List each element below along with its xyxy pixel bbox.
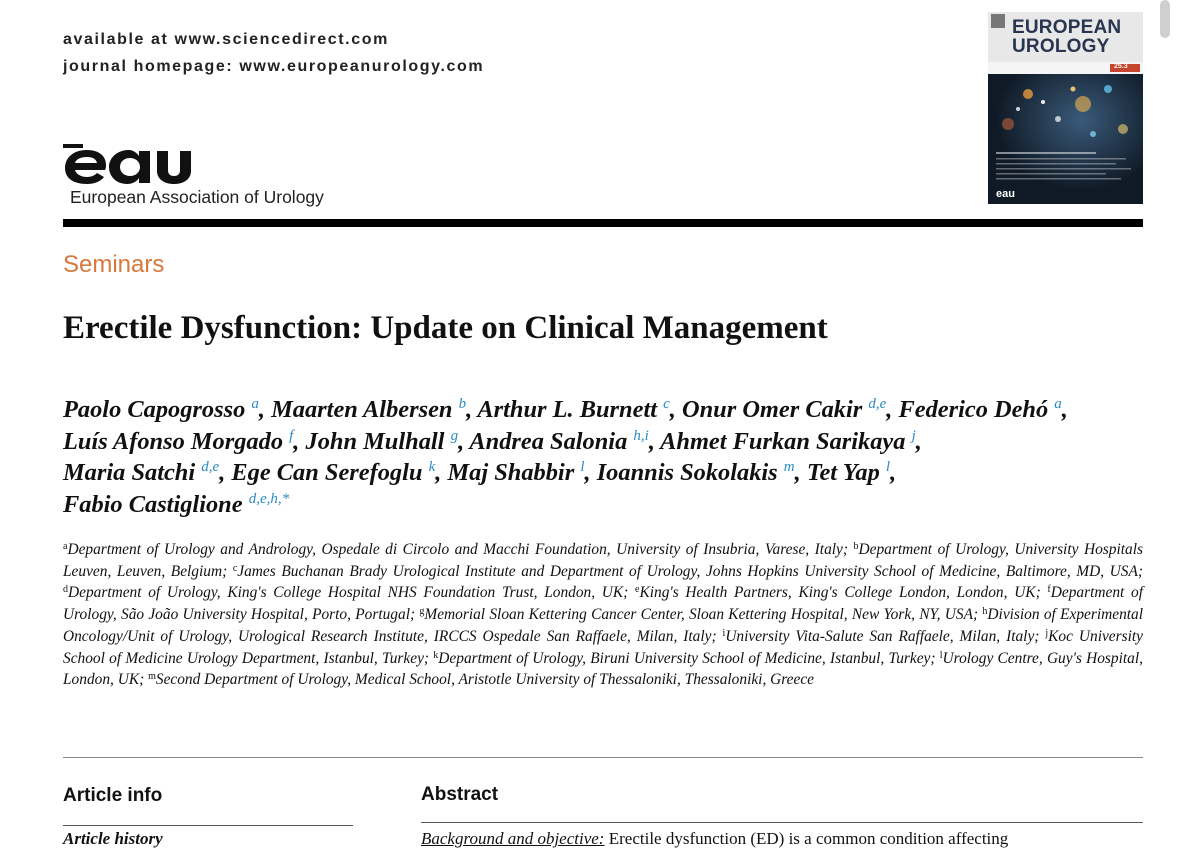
article-history-label: Article history [63,829,163,848]
affiliation-text: Department of Urology, Biruni University School of Medicine, Istanbul, Turkey; [438,649,940,667]
author-separator: , [1061,396,1068,423]
abstract-rule [421,822,1143,823]
author-name: Andrea Salonia [469,427,628,455]
affiliation-key: e [635,584,640,596]
author-affiliation-marker[interactable]: m [783,459,795,475]
affiliation-item [635,584,1047,601]
author[interactable] [898,396,1061,423]
author-name: Maj Shabbir [447,459,575,486]
affiliation-key: c [232,562,238,574]
author[interactable] [306,428,459,455]
cover-art-image [988,74,1143,204]
affiliation-text: University Vita-Salute San Raffaele, Milan, Italy; [725,627,1046,645]
author[interactable] [231,459,435,486]
author-separator: , [584,459,597,486]
affiliation-text: James Buchanan Brady Urological Institute and Department of Urology, Johns Hopkins University School of Medicine, Baltimore, MD, USA; [237,562,1143,580]
author[interactable] [63,491,289,518]
author-affiliation-marker[interactable]: d,e,h,* [248,490,290,507]
article-title: Erectile Dysfunction: Update on Clinical Management [63,310,828,346]
affiliation-key: j [1045,627,1049,639]
affiliation-key: g [419,606,425,618]
affiliation-key: b [853,541,859,552]
author[interactable] [807,459,890,486]
author-name: Federico Dehó [898,396,1049,423]
journal-cover-thumbnail[interactable] [988,12,1143,204]
author-name: Luís Afonso Morgado [63,427,284,455]
affiliation-item [419,606,982,623]
author-affiliation-marker[interactable]: h,i [633,427,649,444]
author[interactable] [477,396,669,423]
affiliation-key: f [1047,584,1051,596]
affiliation-text: Division of Experimental Oncology/Unit of Urology, Urological Research Institute, IRCCS Ospedale San Raffaele, Milan, Italy; [63,606,1144,645]
author-affiliation-marker[interactable]: b [458,396,467,412]
affiliation-text: Department of Urology, University Hospitals Leuven, Leuven, Belgium; [63,541,1143,580]
author[interactable] [63,459,219,486]
affiliation-text: Urology Centre, Guy's Hospital, London, UK; [63,649,1143,689]
author[interactable] [447,459,584,486]
author[interactable] [271,396,466,423]
author-separator: , [435,459,448,486]
author-affiliation-marker[interactable]: k [428,459,436,475]
affiliation-key: h [982,606,988,618]
impact-factor: 25.3 [1114,63,1128,70]
author-name: Paolo Capogrosso [63,396,246,423]
author-separator: , [258,396,272,423]
author-separator: , [886,396,899,423]
author-separator: , [669,396,682,423]
author[interactable] [63,428,293,455]
journal-homepage-link[interactable]: journal homepage: www.europeanurology.com [63,58,485,75]
eau-tagline: European Association of Urology [70,187,324,207]
affiliations [63,539,1143,691]
author[interactable] [63,396,259,423]
author-separator: , [466,396,478,423]
article-info-heading: Article info [63,785,163,806]
cover-eau-mark: eau [996,188,1015,200]
affiliation-text: Department of Urology, São João University Hospital, Porto, Portugal; [63,584,1143,624]
author-separator: , [890,459,897,486]
author-affiliation-marker[interactable]: g [450,427,459,444]
elsevier-tree-icon [991,14,1005,28]
abstract-section-label: Background and objective: [421,829,605,848]
author[interactable] [660,428,916,455]
author-affiliation-marker[interactable]: l [885,459,891,475]
author[interactable] [682,396,886,423]
affiliation-text: Department of Urology and Andrology, Ospedale di Circolo and Macchi Foundation, University of Insubria, Varese, Italy; [67,541,854,558]
affiliation-text: Memorial Sloan Kettering Cancer Center, Sloan Kettering Hospital, New York, NY, USA; [424,606,983,624]
journal-header [63,26,484,80]
author-separator: , [648,427,661,455]
author[interactable] [597,459,795,486]
sciencedirect-link[interactable]: available at www.sciencedirect.com [63,31,389,48]
author-name: Onur Omer Cakir [681,396,863,423]
affiliation-key: a [63,541,68,552]
author-list [63,394,1148,520]
author-separator: , [458,427,470,455]
section-label: Seminars [63,251,165,278]
author-affiliation-marker[interactable]: a [1054,396,1062,412]
affiliation-text: King's Health Partners, King's College London, London, UK; [639,584,1048,602]
author-separator: , [915,427,922,455]
affiliation-key: m [148,671,156,683]
affiliation-item [63,541,854,558]
eau-logo-mark [63,128,193,188]
author-name: Fabio Castiglione [63,490,243,518]
author-affiliation-marker[interactable]: j [911,427,916,444]
cover-title: EUROPEAN UROLOGY [1012,17,1122,57]
author-affiliation-marker[interactable]: d,e [868,396,887,412]
author-name: Maarten Albersen [271,396,453,423]
author-affiliation-marker[interactable]: l [580,459,585,475]
author-affiliation-marker[interactable]: d,e [201,459,220,475]
author-name: Ege Can Serefoglu [231,459,423,486]
affiliation-item [148,671,814,688]
author-name: Arthur L. Burnett [477,396,657,423]
author-name: Ioannis Sokolakis [596,459,778,486]
affiliation-item [233,563,1143,580]
header-rule [63,219,1143,227]
affiliation-item [433,650,939,667]
affiliation-key: k [433,649,439,661]
author[interactable] [469,428,648,455]
affiliation-key: i [722,627,726,639]
author-name: Tet Yap [806,459,880,486]
affiliation-key: l [939,649,943,661]
author-name: Maria Satchi [63,459,196,486]
abstract-text [421,829,1143,849]
affiliation-text: Second Department of Urology, Medical School, Aristotle University of Thessaloniki, Thessaloniki, Greece [155,671,815,689]
affiliation-item [63,584,635,601]
author-separator: , [293,427,306,455]
affiliation-key: d [63,584,68,596]
section-divider [63,757,1143,758]
author-separator: , [219,459,232,486]
abstract-heading: Abstract [421,784,499,805]
author-affiliation-marker[interactable]: a [251,396,259,412]
affiliation-text: Koc University School of Medicine Urology Department, Istanbul, Turkey; [63,627,1144,667]
author-affiliation-marker[interactable]: c [663,396,670,412]
article-info-rule [63,825,353,826]
author-name: Ahmet Furkan Sarikaya [660,427,906,455]
scrollbar-thumb[interactable] [1160,0,1170,38]
eau-logo [63,128,193,193]
abstract-first-line: Erectile dysfunction (ED) is a common condition affecting [604,829,1009,848]
author-separator: , [794,459,807,486]
author-affiliation-marker[interactable]: f [289,427,294,444]
affiliation-text: Department of Urology, King's College Hospital NHS Foundation Trust, London, UK; [68,584,636,602]
affiliation-item [722,627,1049,645]
author-name: John Mulhall [305,427,445,455]
